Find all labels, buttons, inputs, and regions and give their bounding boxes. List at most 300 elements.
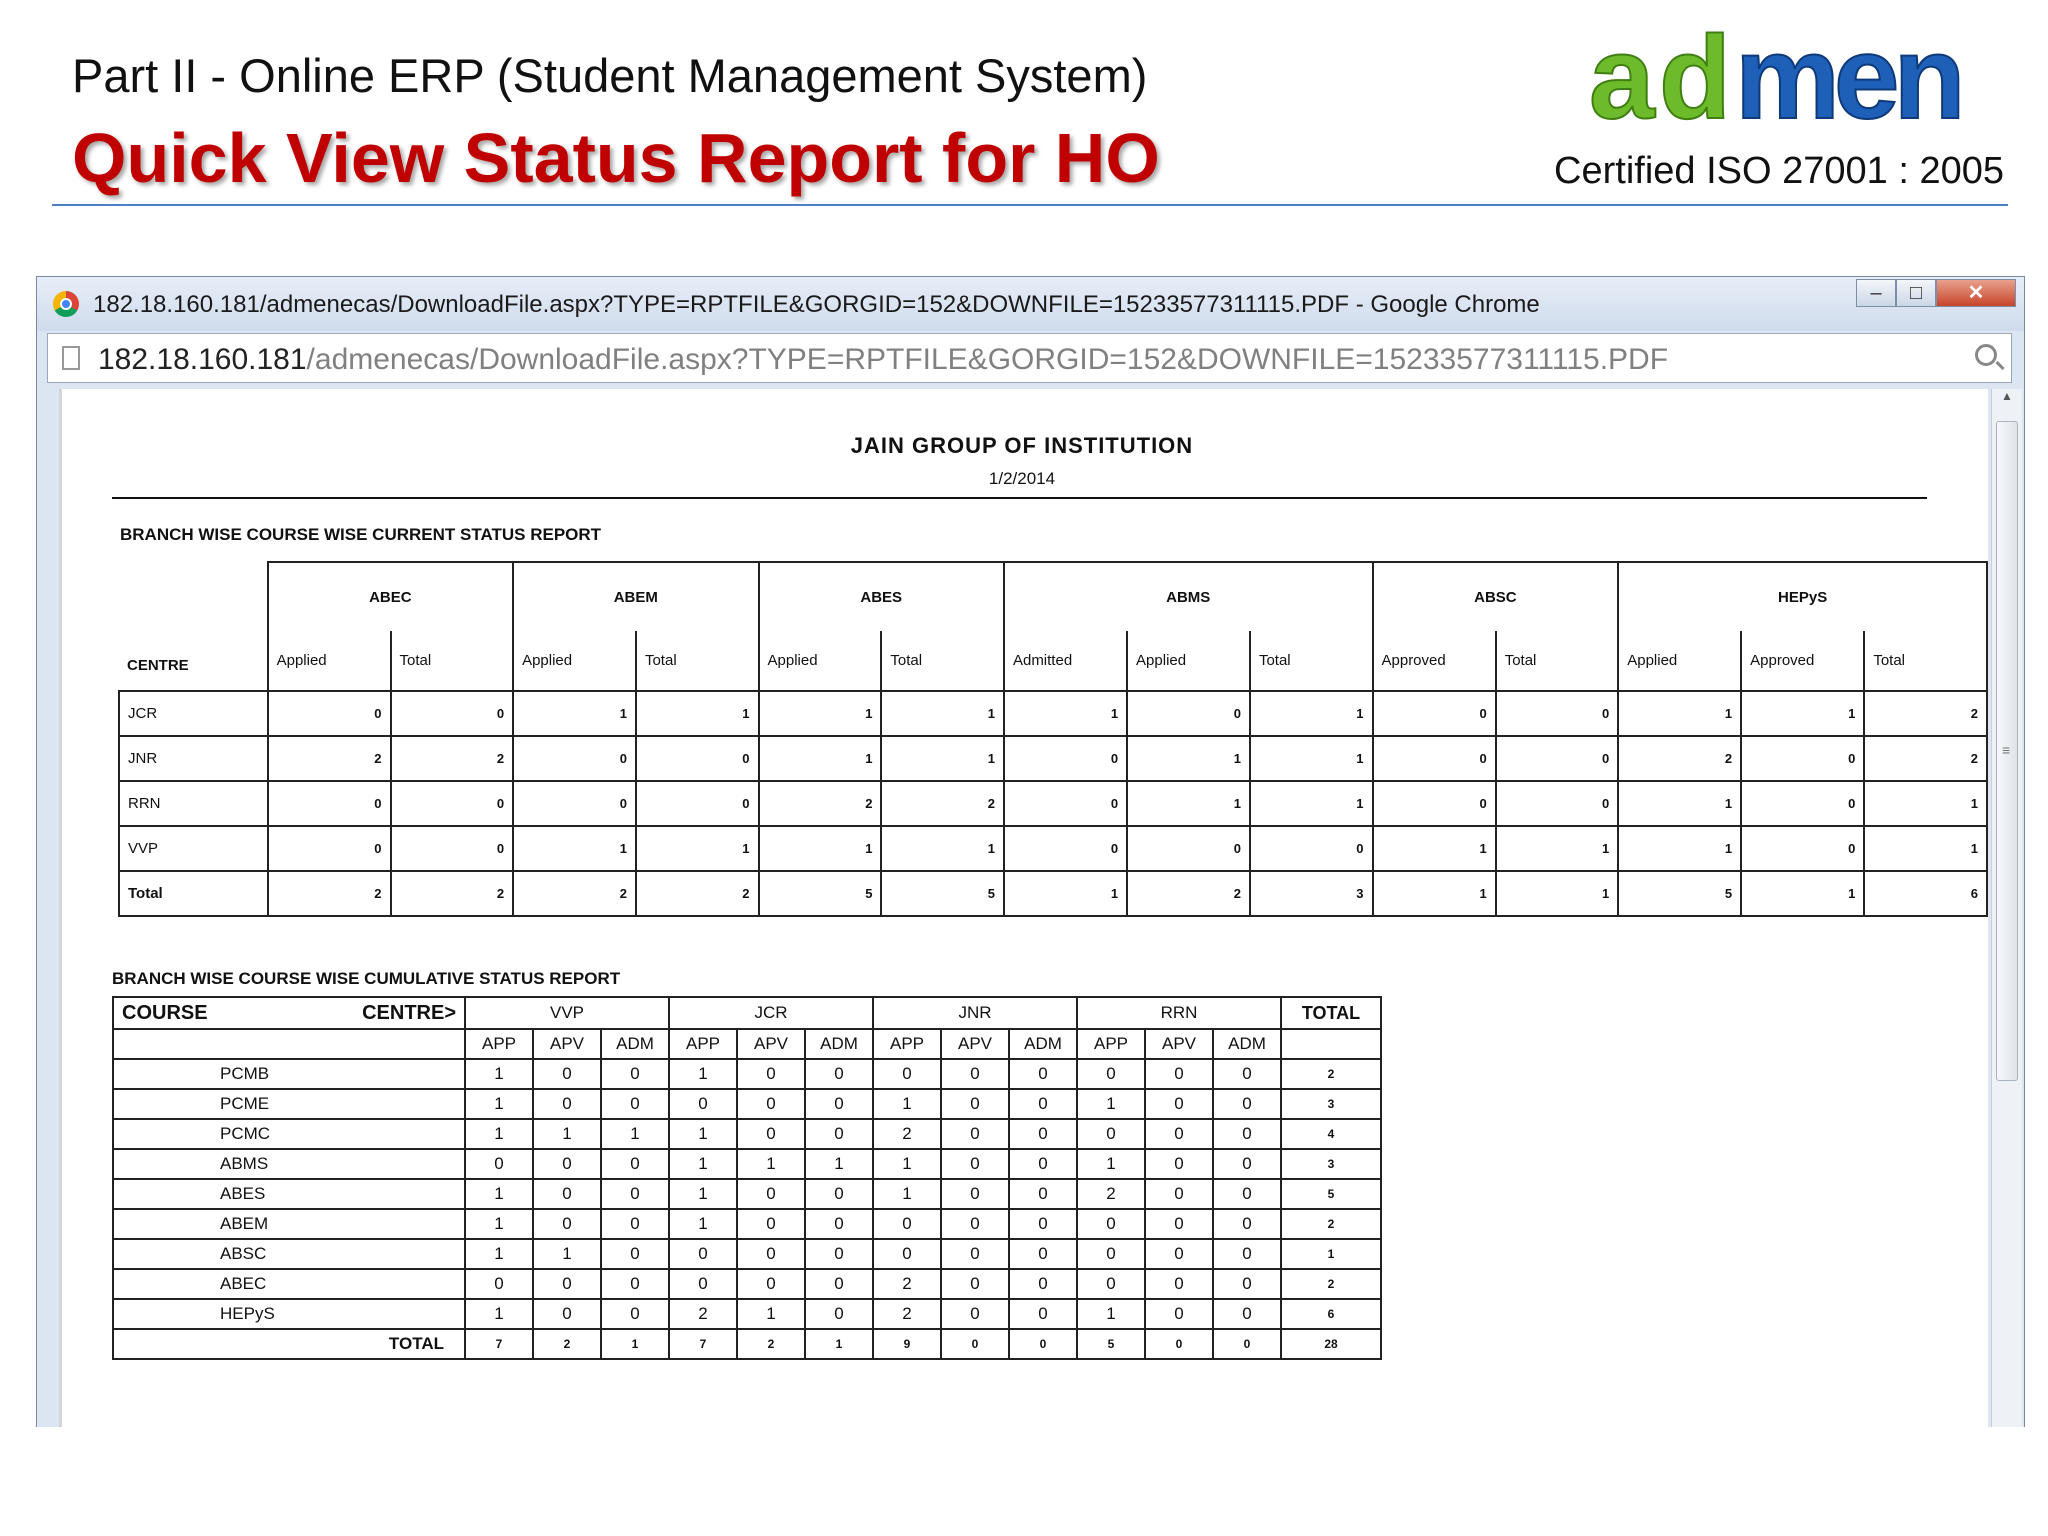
value-cell: 0 [1077,1269,1145,1299]
column-header: Applied [513,631,636,691]
total-value-cell: 2 [533,1329,601,1359]
value-cell: 1 [669,1119,737,1149]
value-cell: 2 [391,871,514,916]
total-value-cell: 1 [805,1329,873,1359]
value-cell: 1 [737,1149,805,1179]
row-total-cell: 1 [1281,1239,1381,1269]
course-name: PCMC [220,1124,271,1143]
value-cell: 2 [1864,736,1987,781]
value-cell: 0 [1145,1089,1213,1119]
value-cell: 0 [465,1269,533,1299]
value-cell: 0 [737,1119,805,1149]
value-cell: 1 [873,1179,941,1209]
value-cell: 1 [669,1209,737,1239]
table-row [119,736,1987,781]
column-header: Admitted [1004,631,1127,691]
course-cell [113,1269,465,1299]
value-cell: 0 [1741,826,1864,871]
value-cell: 0 [941,1149,1009,1179]
total-value-cell: 0 [1009,1329,1077,1359]
value-cell: 0 [636,736,759,781]
total-row-label: TOTAL [113,1329,465,1359]
value-cell: 0 [1004,736,1127,781]
value-cell: 1 [1373,871,1496,916]
value-cell: 0 [533,1209,601,1239]
value-cell: 1 [465,1089,533,1119]
window-title: 182.18.160.181/admenecas/DownloadFile.aspx?TYPE=RPTFILE&GORGID=152&DOWNFILE=15233577311115.PDF - Google Chrome [93,291,1540,318]
group-header: ABEC [268,562,513,631]
value-cell: 2 [513,871,636,916]
value-cell: 0 [941,1239,1009,1269]
value-cell: 1 [1127,781,1250,826]
value-cell: 0 [1009,1149,1077,1179]
value-cell: 1 [1618,781,1741,826]
value-cell: 1 [737,1299,805,1329]
centre-cell: RRN [119,781,268,826]
value-cell: 0 [1496,736,1619,781]
value-cell: 0 [1373,736,1496,781]
column-header: Total [1864,631,1987,691]
current-report-heading: BRANCH WISE COURSE WISE CURRENT STATUS REPORT [120,525,602,544]
subcolumn-header: APP [465,1029,533,1059]
value-cell: 0 [805,1239,873,1269]
value-cell: 0 [1373,691,1496,736]
value-cell: 1 [465,1239,533,1269]
value-cell: 0 [1213,1269,1281,1299]
value-cell: 0 [1004,781,1127,826]
value-cell: 0 [1009,1299,1077,1329]
value-cell: 2 [881,781,1004,826]
course-name: ABMS [220,1154,269,1173]
course-cell [113,1149,465,1179]
column-header: Applied [1127,631,1250,691]
column-header: Total [391,631,514,691]
value-cell: 0 [601,1299,669,1329]
value-cell: 1 [636,691,759,736]
url-host: 182.18.160.181 [98,343,307,376]
value-cell: 0 [941,1209,1009,1239]
svg-text:a: a [1589,22,1649,142]
centre-group-header: JCR [669,997,873,1029]
value-cell: 0 [941,1179,1009,1209]
scroll-thumb[interactable] [1996,421,2018,1081]
group-header: ABES [759,562,1004,631]
subcolumn-header: ADM [1213,1029,1281,1059]
course-name: ABEM [220,1214,269,1233]
value-cell: 0 [1213,1059,1281,1089]
total-value-cell: 2 [737,1329,805,1359]
value-cell: 2 [268,736,391,781]
group-header: ABSC [1373,562,1619,631]
course-name: PCME [220,1094,270,1113]
value-cell: 1 [881,691,1004,736]
header-spacer [119,562,268,631]
value-cell: 0 [1009,1239,1077,1269]
value-cell: 0 [465,1149,533,1179]
course-name: ABSC [220,1244,267,1263]
value-cell: 1 [873,1089,941,1119]
window-titlebar[interactable] [37,277,2024,331]
table-row [113,1269,1381,1299]
total-value-cell: 9 [873,1329,941,1359]
table-row [119,826,1987,871]
column-header: Applied [759,631,882,691]
value-cell: 0 [601,1209,669,1239]
column-header: Approved [1373,631,1496,691]
value-cell: 1 [1496,826,1619,871]
centre-cell: Total [119,871,268,916]
value-cell: 0 [873,1239,941,1269]
value-cell: 0 [1009,1089,1077,1119]
value-cell: 1 [513,826,636,871]
column-header: Total [881,631,1004,691]
centre-group-header: JNR [873,997,1077,1029]
total-value-cell: 7 [669,1329,737,1359]
value-cell: 2 [391,736,514,781]
value-cell: 5 [881,871,1004,916]
vertical-scrollbar[interactable] [1991,389,2022,1427]
group-header: HEPyS [1618,562,1987,631]
value-cell: 0 [805,1119,873,1149]
value-cell: 0 [1496,691,1619,736]
cumulative-status-table [112,996,1382,1360]
value-cell: 0 [805,1299,873,1329]
centre-label: CENTRE> [362,1001,456,1024]
value-cell: 2 [1864,691,1987,736]
value-cell: 0 [268,691,391,736]
value-cell: 1 [1077,1299,1145,1329]
total-column-header: TOTAL [1281,997,1381,1029]
value-cell: 0 [737,1059,805,1089]
minimize-icon[interactable]: – [1856,279,1896,307]
value-cell: 0 [669,1239,737,1269]
subcolumn-header: ADM [601,1029,669,1059]
value-cell: 1 [465,1059,533,1089]
course-name: ABEC [220,1274,267,1293]
value-cell: 2 [1618,736,1741,781]
value-cell: 1 [1250,736,1373,781]
value-cell: 0 [636,781,759,826]
value-cell: 1 [873,1149,941,1179]
cumulative-report-heading: BRANCH WISE COURSE WISE CUMULATIVE STATUS REPORT [112,969,621,988]
pdf-viewport [59,389,1988,1427]
subcolumn-header: APV [1145,1029,1213,1059]
value-cell: 0 [1077,1119,1145,1149]
row-total-cell: 3 [1281,1149,1381,1179]
value-cell: 0 [533,1269,601,1299]
value-cell: 0 [601,1149,669,1179]
svg-text:d: d [1659,22,1726,142]
value-cell: 0 [1145,1299,1213,1329]
value-cell: 0 [1127,691,1250,736]
total-row [113,1329,1381,1359]
value-cell: 0 [1145,1059,1213,1089]
value-cell: 1 [759,691,882,736]
value-cell: 0 [805,1269,873,1299]
value-cell: 0 [1741,781,1864,826]
value-cell: 0 [391,781,514,826]
total-value-cell: 5 [1077,1329,1145,1359]
row-total-cell: 5 [1281,1179,1381,1209]
centre-group-header: RRN [1077,997,1281,1029]
chrome-icon [53,291,79,317]
subcolumn-header: APP [669,1029,737,1059]
value-cell: 1 [881,736,1004,781]
table-row [113,1119,1381,1149]
value-cell: 0 [1145,1269,1213,1299]
value-cell: 0 [1009,1179,1077,1209]
slide-title: Quick View Status Report for HO [72,119,1160,197]
course-name: HEPyS [220,1304,275,1323]
value-cell: 6 [1864,871,1987,916]
value-cell: 0 [805,1179,873,1209]
value-cell: 0 [513,781,636,826]
value-cell: 2 [268,871,391,916]
value-cell: 1 [465,1209,533,1239]
maximize-icon[interactable]: □ [1896,279,1936,307]
scroll-up-icon[interactable]: ▲ [2001,389,2013,403]
value-cell: 0 [1009,1209,1077,1239]
value-cell: 1 [465,1179,533,1209]
value-cell: 0 [1077,1209,1145,1239]
table-row [113,1179,1381,1209]
value-cell: 0 [1213,1299,1281,1329]
grand-total-cell: 28 [1281,1329,1381,1359]
value-cell: 1 [805,1149,873,1179]
course-centre-header [113,997,465,1029]
group-header: ABMS [1004,562,1373,631]
column-header: Applied [1618,631,1741,691]
subcolumn-header: APV [941,1029,1009,1059]
value-cell: 0 [533,1059,601,1089]
value-cell: 1 [1741,691,1864,736]
value-cell: 0 [873,1059,941,1089]
svg-text:men: men [1735,22,1960,142]
column-header: Applied [268,631,391,691]
course-cell [113,1089,465,1119]
value-cell: 0 [1213,1209,1281,1239]
subcolumn-header: APV [533,1029,601,1059]
value-cell: 1 [1127,736,1250,781]
value-cell: 0 [941,1119,1009,1149]
value-cell: 0 [1250,826,1373,871]
value-cell: 0 [1213,1149,1281,1179]
current-status-table [118,561,1988,917]
centre-cell: JCR [119,691,268,736]
row-total-cell: 3 [1281,1089,1381,1119]
search-icon[interactable] [1975,344,1997,366]
value-cell: 1 [1373,826,1496,871]
subcolumn-header: ADM [1009,1029,1077,1059]
row-total-cell: 2 [1281,1269,1381,1299]
course-name: PCMB [220,1064,270,1083]
value-cell: 0 [737,1209,805,1239]
course-cell [113,1209,465,1239]
value-cell: 1 [533,1119,601,1149]
total-value-cell: 7 [465,1329,533,1359]
total-value-cell: 0 [1213,1329,1281,1359]
value-cell: 1 [669,1149,737,1179]
value-cell: 0 [1127,826,1250,871]
value-cell: 0 [1213,1239,1281,1269]
value-cell: 1 [759,826,882,871]
report-date: 1/2/2014 [988,469,1056,488]
course-cell [113,1239,465,1269]
value-cell: 0 [601,1269,669,1299]
value-cell: 0 [1009,1059,1077,1089]
centre-cell: VVP [119,826,268,871]
total-value-cell: 1 [601,1329,669,1359]
value-cell: 5 [759,871,882,916]
row-total-cell: 4 [1281,1119,1381,1149]
value-cell: 0 [873,1209,941,1239]
report-divider [112,497,1927,499]
value-cell: 1 [1077,1089,1145,1119]
close-icon[interactable]: ✕ [1936,279,2016,307]
value-cell: 0 [533,1149,601,1179]
value-cell: 0 [941,1299,1009,1329]
value-cell: 3 [1250,871,1373,916]
subcolumn-header: APP [873,1029,941,1059]
address-bar[interactable] [47,333,2012,383]
value-cell: 1 [1864,826,1987,871]
admen-logo [1585,22,2005,142]
value-cell: 1 [1741,871,1864,916]
value-cell: 1 [1618,826,1741,871]
table-row [113,1299,1381,1329]
value-cell: 0 [391,691,514,736]
value-cell: 0 [737,1089,805,1119]
value-cell: 0 [1213,1089,1281,1119]
value-cell: 0 [737,1269,805,1299]
value-cell: 0 [533,1299,601,1329]
table-row [113,1239,1381,1269]
value-cell: 0 [268,781,391,826]
column-header: Total [1496,631,1619,691]
iso-certification: Certified ISO 27001 : 2005 [1554,150,2004,192]
value-cell: 0 [941,1269,1009,1299]
value-cell: 0 [1741,736,1864,781]
url-path: /admenecas/DownloadFile.aspx?TYPE=RPTFILE&GORGID=152&DOWNFILE=15233577311115.PDF [306,343,1669,376]
grip-icon: ≡ [2002,742,2011,758]
value-cell: 2 [1127,871,1250,916]
table-row [119,781,1987,826]
value-cell: 2 [873,1299,941,1329]
row-total-cell: 2 [1281,1209,1381,1239]
value-cell: 1 [669,1059,737,1089]
value-cell: 0 [513,736,636,781]
group-header: ABEM [513,562,758,631]
column-header: Total [1250,631,1373,691]
value-cell: 0 [805,1209,873,1239]
centre-group-header: VVP [465,997,669,1029]
value-cell: 0 [941,1059,1009,1089]
value-cell: 0 [1077,1059,1145,1089]
value-cell: 0 [1496,781,1619,826]
value-cell: 0 [941,1089,1009,1119]
total-subheader-spacer [1281,1029,1381,1059]
value-cell: 2 [873,1269,941,1299]
browser-window [36,276,2025,1427]
value-cell: 0 [1009,1119,1077,1149]
column-header: Total [636,631,759,691]
value-cell: 0 [1145,1179,1213,1209]
value-cell: 1 [1250,691,1373,736]
value-cell: 5 [1618,871,1741,916]
header-divider [52,204,2008,206]
value-cell: 1 [636,826,759,871]
value-cell: 1 [465,1299,533,1329]
value-cell: 0 [1145,1119,1213,1149]
value-cell: 0 [391,826,514,871]
value-cell: 0 [1213,1179,1281,1209]
value-cell: 0 [268,826,391,871]
table-row [113,1089,1381,1119]
value-cell: 0 [533,1179,601,1209]
value-cell: 1 [1864,781,1987,826]
url-text[interactable] [98,343,1668,377]
value-cell: 0 [1004,826,1127,871]
value-cell: 2 [636,871,759,916]
report-org-name: JAIN GROUP OF INSTITUTION [850,433,1194,458]
page-icon [62,346,80,370]
table-row [113,1149,1381,1179]
course-cell [113,1299,465,1329]
value-cell: 0 [1373,781,1496,826]
centre-column-label: CENTRE [127,657,189,674]
value-cell: 1 [533,1239,601,1269]
value-cell: 0 [805,1059,873,1089]
value-cell: 2 [759,781,882,826]
value-cell: 0 [601,1239,669,1269]
value-cell: 1 [1618,691,1741,736]
value-cell: 1 [1077,1149,1145,1179]
subcolumn-header: ADM [805,1029,873,1059]
table-row [119,871,1987,916]
value-cell: 0 [805,1089,873,1119]
value-cell: 0 [601,1179,669,1209]
value-cell: 1 [513,691,636,736]
value-cell: 1 [759,736,882,781]
course-label: COURSE [122,1001,208,1024]
table-row [113,1059,1381,1089]
value-cell: 0 [601,1059,669,1089]
value-cell: 1 [1004,691,1127,736]
value-cell: 0 [669,1089,737,1119]
value-cell: 0 [1213,1119,1281,1149]
value-cell: 0 [533,1089,601,1119]
value-cell: 2 [873,1119,941,1149]
column-header: Approved [1741,631,1864,691]
value-cell: 1 [1496,871,1619,916]
subcolumn-header: APP [1077,1029,1145,1059]
table-row [113,1209,1381,1239]
table-row [119,691,1987,736]
value-cell: 1 [881,826,1004,871]
course-cell [113,1119,465,1149]
value-cell: 0 [1145,1239,1213,1269]
value-cell: 0 [1145,1209,1213,1239]
value-cell: 1 [1250,781,1373,826]
value-cell: 0 [1145,1149,1213,1179]
value-cell: 0 [737,1239,805,1269]
value-cell: 1 [465,1119,533,1149]
row-total-cell: 6 [1281,1299,1381,1329]
course-cell [113,1179,465,1209]
value-cell: 0 [1009,1269,1077,1299]
value-cell: 2 [669,1299,737,1329]
value-cell: 0 [737,1179,805,1209]
